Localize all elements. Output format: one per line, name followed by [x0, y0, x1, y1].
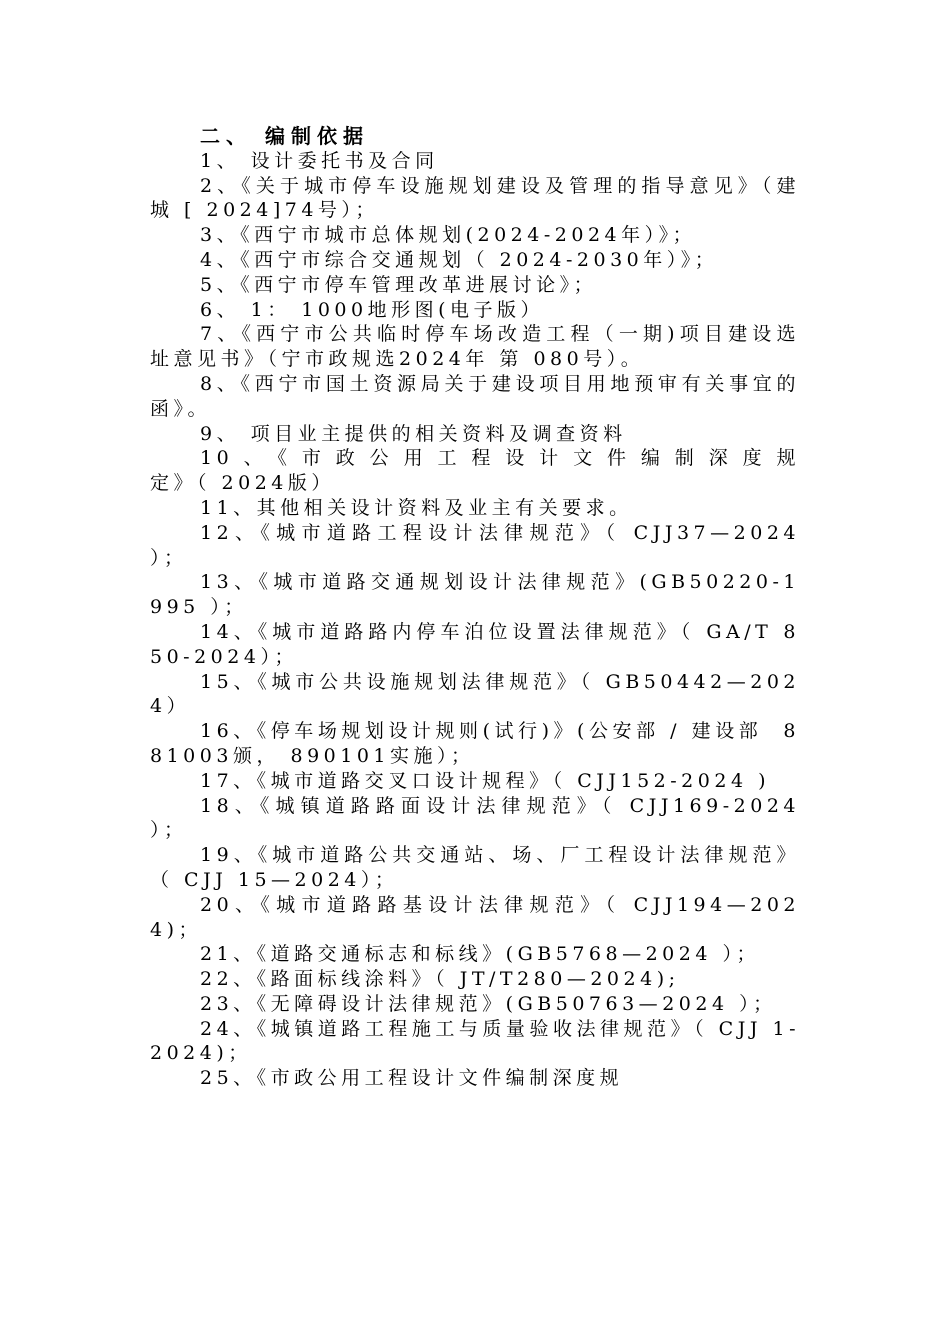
- reference-line: 23、《无障碍设计法律规范》(GB50763—: [200, 992, 663, 1015]
- reference-item: [150, 769, 800, 794]
- reference-item: [150, 223, 800, 248]
- reference-item: [150, 992, 800, 1017]
- reference-line: 9、 项目业主提供的相关资料及调查资料: [200, 422, 627, 445]
- reference-line: 2、《关于城市停车设施规划建设及管理: [200, 174, 618, 197]
- reference-line: 地预审有关事宜的函》。: [150, 372, 800, 420]
- reference-line: 1、 设计委托书及合同: [200, 149, 439, 172]
- reference-line: 2024年 第 080号）。: [399, 348, 645, 371]
- reference-line: 3、《西宁市城市总体规划(2024-2024年）》；: [200, 224, 697, 247]
- reference-line: 20、《城市道路路基设计法律规范》（ CJJ: [200, 893, 677, 916]
- reference-line: 22、《路面标线涂料》（ JT/T280—2024);: [200, 968, 680, 991]
- reference-line: 16、《停车场规划设计规则(试行)》(公: [200, 720, 613, 743]
- reference-line: 18、《城镇道路路面设计法律规范》（ CJJ: [200, 794, 673, 817]
- reference-line: 194—2024)；: [150, 893, 800, 941]
- reference-line: 6、 1： 1000地形图(电子版）: [200, 298, 545, 321]
- reference-item: [150, 942, 800, 967]
- reference-line: 13、《城市道路交通规划设计法律规范》: [200, 571, 640, 594]
- reference-item: [150, 893, 800, 943]
- reference-line: （ GB50442—2024）: [150, 670, 800, 718]
- reference-line: 17、《城市道路交叉口设计规程》（ CJJ: [200, 769, 621, 792]
- reference-item: [150, 570, 800, 620]
- reference-item: [150, 273, 800, 298]
- reference-item: [150, 521, 811, 571]
- reference-item: [150, 719, 800, 769]
- reference-line: 10、《市政公用工程设计文件编制深度规: [200, 447, 800, 470]
- reference-item: [150, 174, 800, 224]
- reference-line: 2024 ）；: [645, 943, 760, 966]
- reference-line: （一期)项目建设选址意见书》（宁市政规选: [150, 323, 800, 371]
- reference-item: [150, 372, 800, 422]
- reference-item: [150, 496, 800, 521]
- document-body: [150, 124, 811, 1091]
- reference-item: [150, 843, 800, 893]
- reference-item: [150, 446, 800, 496]
- reference-line: 21、《道路交通标志和标线》(GB5768—: [200, 943, 646, 966]
- reference-line: 25、《市政公用工程设计文件编制深度规: [200, 1067, 624, 1090]
- reference-line: 8、《西宁市国土资源局关于建设项目用: [200, 372, 611, 395]
- reference-item: [150, 967, 800, 992]
- reference-line: 169-2024 ）；: [150, 794, 811, 842]
- reference-line: 14、《城市道路路内停车泊位设置法律规: [200, 620, 633, 643]
- reference-line: 的指导意见》（建城 [ 2024]74号）；: [150, 174, 800, 222]
- reference-line: (GB50220-1995 ）；: [150, 571, 800, 619]
- reference-line: 5、《西宁市停车管理改革进展讨论》；: [200, 273, 598, 296]
- reference-line: 7、《西宁市公共临时停车场改造工程: [200, 323, 595, 346]
- reference-line: 2024 ）；: [662, 992, 777, 1015]
- reference-line: 37—2024 ）；: [150, 521, 811, 569]
- reference-item: [150, 670, 800, 720]
- reference-item: [150, 1066, 800, 1091]
- reference-line: 规范》（ CJJ 1-2024)；: [150, 1017, 801, 1065]
- reference-line: 24、《城镇道路工程施工与质量验收法律: [200, 1017, 624, 1040]
- reference-line: 15、《城市公共设施规划法律规范》: [200, 670, 581, 693]
- reference-line: 12、《城市道路工程设计法律规范》（ CJJ: [200, 521, 677, 544]
- reference-item: [150, 248, 800, 273]
- reference-line: 4、《西宁市综合交通规划（ 2024-2030: [200, 248, 644, 271]
- reference-item: [150, 794, 811, 844]
- reference-line: 152-2024 ): [620, 769, 770, 792]
- reference-item: [150, 620, 800, 670]
- reference-list: [150, 149, 811, 1091]
- reference-line: 定》（ 2024版）: [150, 472, 335, 495]
- reference-line: 范》（ GA/T 850-2024）；: [150, 620, 800, 668]
- reference-line: 11、其他相关设计资料及业主有关要求。: [200, 496, 633, 519]
- reference-line: 安部 / 建设部 881003颁， 890101实施）；: [150, 720, 800, 767]
- reference-line: 年）》；: [643, 248, 719, 271]
- reference-item: [150, 422, 800, 447]
- reference-item: [150, 1017, 800, 1067]
- reference-line: 设计法律规范》（ CJJ 15—2024）；: [150, 844, 800, 891]
- section-heading: 二、 编制依据: [200, 124, 369, 148]
- reference-item: [150, 322, 800, 372]
- reference-item: [150, 149, 800, 174]
- reference-item: [150, 298, 800, 323]
- reference-line: 19、《城市道路公共交通站、场、厂工程: [200, 844, 633, 867]
